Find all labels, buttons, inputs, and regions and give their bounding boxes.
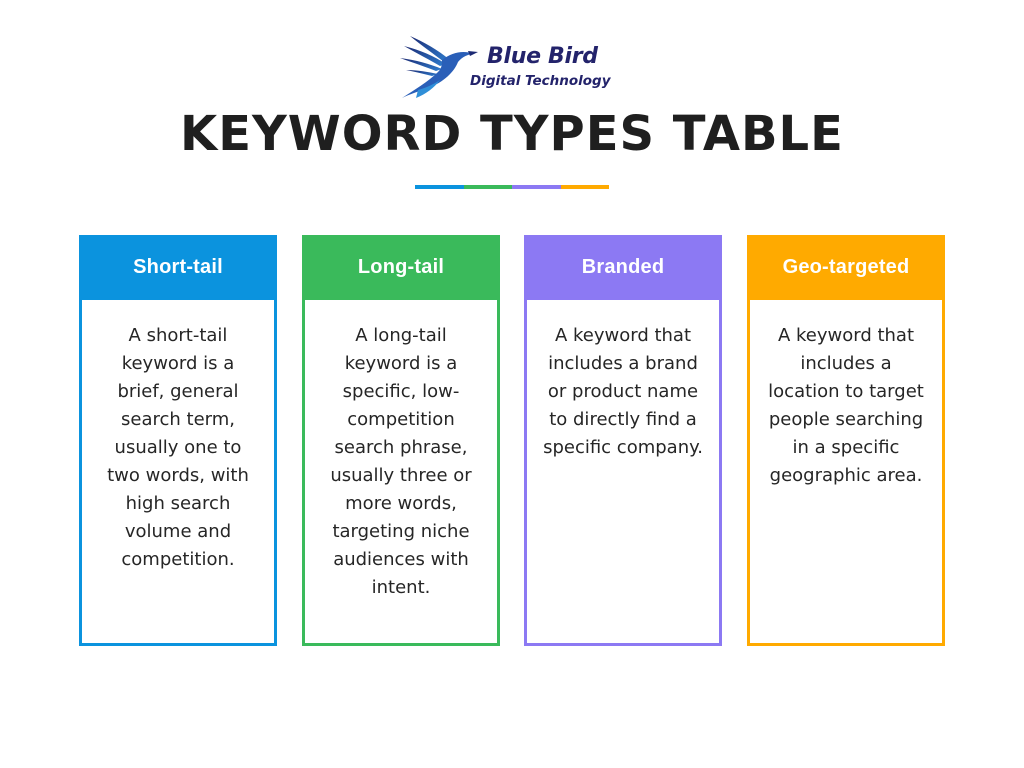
page-title: KEYWORD TYPES TABLE	[180, 106, 844, 162]
card-description-geo-targeted: A keyword that includes a location to target people searching in a specific geographic area.	[768, 325, 924, 486]
title-underline	[415, 185, 609, 189]
card-description-branded: A keyword that includes a brand or product name to directly find a specific company.	[543, 325, 703, 458]
card-header-short-tail: Short-tail	[79, 235, 277, 300]
underline-segment-green	[464, 185, 513, 189]
card-description-long-tail: A long-tail keyword is a specific, low-competition search phrase, usually three or more words, targeting niche audiences with intent.	[330, 325, 472, 598]
card-header-long-tail: Long-tail	[302, 235, 500, 300]
card-long-tail	[302, 235, 500, 646]
underline-segment-orange	[561, 185, 610, 189]
underline-segment-blue	[415, 185, 464, 189]
blue-bird-icon	[398, 32, 480, 102]
card-geo-targeted	[747, 235, 945, 646]
card-description-short-tail: A short-tail keyword is a brief, general search term, usually one to two words, with high search volume and competition.	[107, 325, 249, 570]
company-logo	[398, 32, 638, 102]
card-short-tail	[79, 235, 277, 646]
card-branded	[524, 235, 722, 646]
logo-tagline: Digital Technology	[470, 73, 611, 89]
card-header-branded: Branded	[524, 235, 722, 300]
logo-name: Blue Bird	[487, 44, 598, 69]
card-header-geo-targeted: Geo-targeted	[747, 235, 945, 300]
underline-segment-purple	[512, 185, 561, 189]
